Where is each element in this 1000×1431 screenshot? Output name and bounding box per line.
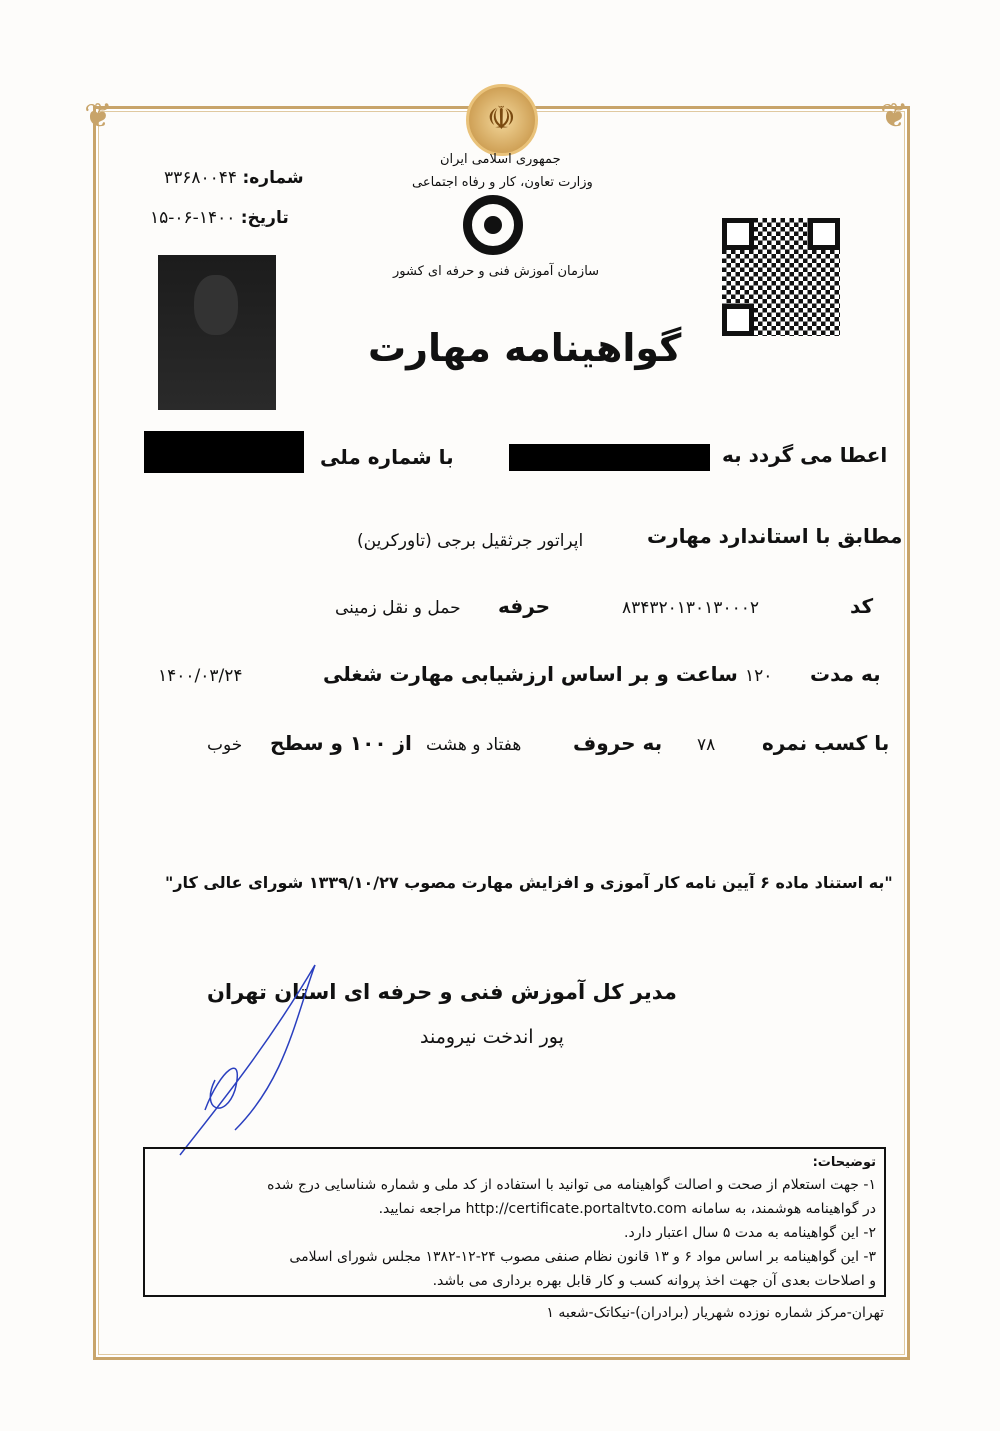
header-ministry: وزارت تعاون، کار و رفاه اجتماعی (412, 175, 593, 190)
letters-value: هفتاد و هشت (426, 735, 522, 755)
header-organization: سازمان آموزش فنی و حرفه ای کشور (393, 264, 600, 279)
out-of-label: از ۱۰۰ و سطح (270, 731, 412, 755)
signatory-name: پور اندخت نیرومند (420, 1026, 564, 1048)
assessment-date: ۱۴۰۰/۰۳/۲۴ (158, 666, 243, 686)
certificate-number (164, 168, 304, 188)
signature (175, 960, 335, 1160)
duration-value: ۱۲۰ (745, 666, 773, 686)
date-label: تاریخ: (240, 208, 289, 228)
granted-label: اعطا می گردد به (722, 443, 888, 467)
issuing-center: تهران-مرکز شماره نوزده شهریار (برادران)-نیکاتک-شعبه ۱ (546, 1305, 884, 1321)
notes-line: ۲- این گواهینامه به مدت ۵ سال اعتبار دارد. (624, 1225, 876, 1241)
notes-box (143, 1147, 886, 1297)
score-label: با کسب نمره (762, 731, 890, 755)
standard-value: اپراتور جرثقیل برجی (تاورکرین) (357, 531, 584, 551)
letters-label: به حروف (573, 731, 663, 755)
trade-value: حمل و نقل زمینی (335, 598, 461, 618)
assessment-label: ساعت و بر اساس ارزشیابی مهارت شغلی (323, 662, 738, 686)
corner-ornament-icon: ❦ (84, 96, 113, 136)
tvto-logo-icon (463, 195, 523, 255)
signatory-title: مدیر کل آموزش فنی و حرفه ای استان تهران (207, 980, 677, 1004)
trade-label: حرفه (498, 594, 551, 618)
notes-title: توضیحات: (812, 1155, 876, 1170)
notes-line: ۱- جهت استعلام از صحت و اصالت گواهینامه می توانید با استفاده از کد ملی و شماره شناسایی درج شده (267, 1177, 876, 1193)
national-id-label: با شماره ملی (320, 445, 454, 469)
level-value: خوب (207, 735, 243, 755)
qr-code (722, 218, 840, 336)
code-label: کد (850, 594, 874, 618)
certificate-title: گواهینامه مهارت (368, 326, 682, 370)
standard-label: مطابق با استاندارد مهارت (647, 524, 903, 548)
redacted-national-id (144, 431, 304, 473)
holder-photo (158, 255, 276, 410)
duration-label: به مدت (810, 662, 881, 686)
certificate-date (150, 208, 289, 228)
code-value: ۸۳۴۳۲۰۱۳۰۱۳۰۰۰۲ (622, 598, 759, 618)
date-value: ۱۴۰۰-۰۶-۱۵ (150, 208, 236, 228)
notes-line: و اصلاحات بعدی آن جهت اخذ پروانه کسب و کار قابل بهره برداری می باشد. (432, 1273, 876, 1289)
redacted-name (509, 444, 710, 471)
iran-emblem-icon: ☫ (466, 84, 538, 156)
number-label: شماره: (242, 168, 304, 188)
notes-line: در گواهینامه هوشمند، به سامانه http://certificate.portaltvto.com مراجعه نمایید. (378, 1201, 876, 1217)
corner-ornament-icon: ❦ (880, 96, 909, 136)
number-value: ۳۳۶۸۰۰۴۴ (164, 168, 238, 188)
score-value: ۷۸ (697, 735, 716, 755)
header-republic: جمهوری اسلامی ایران (440, 152, 561, 167)
notes-line: ۳- این گواهینامه بر اساس مواد ۶ و ۱۳ قانون نظام صنفی مصوب ۲۴-۱۲-۱۳۸۲ مجلس شورای اسلامی (289, 1249, 876, 1265)
regulation-text: "به استناد ماده ۶ آیین نامه کار آموزی و افزایش مهارت مصوب ۱۳۳۹/۱۰/۲۷ شورای عالی کار" (165, 873, 893, 892)
